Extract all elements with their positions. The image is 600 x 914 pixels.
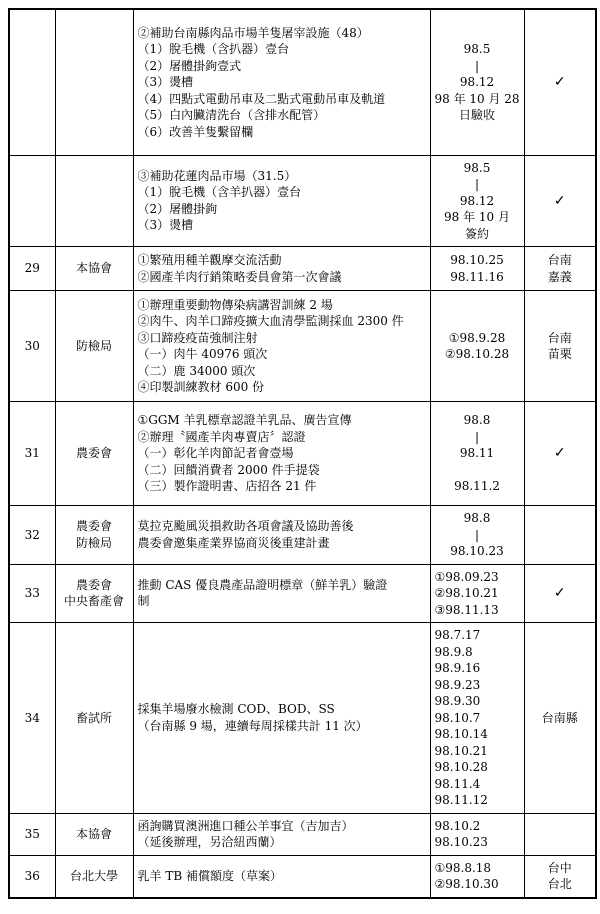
content-line: （3）燙槽 (137, 218, 194, 233)
date-line: 98.11.12 (434, 793, 488, 807)
note-location: 嘉義 (547, 269, 572, 284)
row-number (9, 623, 55, 814)
date-line: 98 年 10 月 (444, 210, 510, 224)
unit-cell (55, 623, 133, 814)
unit-name: 農委會 (75, 577, 112, 592)
note-cell (524, 506, 596, 565)
row-number-text: 30 (24, 338, 40, 353)
content-line: （1）脫毛機（含羊扒器）壹台 (137, 185, 302, 200)
note-location: 台南縣 (541, 710, 578, 725)
content-line: ①繁殖用種羊觀摩交流活動 (137, 253, 282, 267)
date-line: 98.5 (463, 42, 491, 56)
content-line: （三）製作證明書、店招各 21 件 (137, 479, 317, 494)
date-line: ①98.9.28 (448, 330, 506, 345)
row-number (9, 506, 55, 565)
table-row (9, 564, 596, 623)
date-line: 98.9.16 (434, 661, 481, 675)
note-cell (524, 9, 596, 155)
date-cell (430, 813, 524, 855)
date-line: ①98.09.23 (434, 569, 499, 584)
content-line: 莫拉克颱風災損救助各項會議及協助善後 (137, 519, 354, 534)
date-cell (430, 623, 524, 814)
content-line: ②辦理〝國產羊肉專賣店〞認證 (137, 429, 306, 444)
table-row (9, 623, 596, 814)
content-cell (133, 623, 430, 814)
content-line: 乳羊 TB 補償額度（草案） (137, 868, 282, 883)
note-cell (524, 623, 596, 814)
date-line: 98.8 (463, 413, 491, 428)
row-number (9, 247, 55, 291)
date-cell (430, 855, 524, 898)
table-row (9, 506, 596, 565)
date-line: ①98.8.18 (434, 860, 492, 875)
checkmark-icon: ✓ (553, 585, 566, 601)
date-line: 98.10.23 (434, 835, 488, 849)
content-line: 函詢購買澳洲進口種公羊事宜（吉加吉） (137, 818, 354, 833)
date-line: 98.10.23 (450, 544, 504, 558)
content-cell (133, 855, 430, 898)
row-number-text: 33 (24, 586, 40, 600)
unit-name: 防檢局 (75, 535, 112, 550)
content-line: 農委會邀集產業界協商災後重建計畫 (137, 535, 330, 550)
table-row (9, 291, 596, 402)
date-range-separator: | (474, 58, 480, 73)
unit-name: 本協會 (75, 826, 112, 841)
table-row (9, 813, 596, 855)
date-cell (430, 402, 524, 506)
row-number-text: 36 (24, 868, 40, 883)
date-line: 98.5 (463, 160, 491, 175)
content-line: （延後辦理，另洽紐西蘭） (137, 835, 282, 849)
activity-table (8, 8, 597, 899)
row-number-text: 29 (24, 261, 40, 276)
row-number-text: 35 (24, 826, 40, 841)
checkmark-icon: ✓ (553, 192, 566, 209)
table-row (9, 855, 596, 898)
table-row (9, 402, 596, 506)
content-line: ③補助花蓮肉品市場（31.5） (137, 168, 297, 183)
content-line: ③口蹄疫疫苗強制注射 (137, 330, 258, 345)
content-line: （台南縣 9 場，連續每周採樣共計 11 次） (137, 718, 368, 733)
note-location: 台南 (547, 253, 572, 267)
date-cell (430, 291, 524, 402)
date-line: 98.11.4 (434, 776, 481, 791)
row-number-text: 31 (24, 446, 40, 461)
content-line: （一）肉牛 40976 頭次 (137, 347, 268, 361)
table-row (9, 247, 596, 291)
unit-name: 防檢局 (75, 338, 112, 353)
note-location: 台南 (547, 330, 572, 345)
date-line: 98.11.16 (450, 269, 504, 284)
date-line: ②98.10.28 (444, 347, 510, 361)
content-line: （2）屠體掛鉤壹式 (137, 58, 242, 73)
date-line: 98.10.2 (434, 818, 481, 833)
date-cell (430, 247, 524, 291)
content-line: ②補助台南縣肉品市場羊隻屠宰設施（48） (137, 25, 369, 40)
unit-cell (55, 506, 133, 565)
row-number-text: 34 (24, 710, 40, 725)
unit-name: 台北大學 (69, 868, 118, 883)
content-line: ④印製訓練教材 600 份 (137, 380, 265, 394)
date-line: 98.9.30 (434, 694, 481, 708)
unit-cell (55, 155, 133, 247)
content-cell (133, 247, 430, 291)
unit-cell (55, 813, 133, 855)
table-row (9, 9, 596, 155)
unit-name: 農委會 (75, 446, 112, 461)
row-number (9, 155, 55, 247)
unit-cell (55, 855, 133, 898)
row-number (9, 564, 55, 623)
date-line: 98.9.8 (434, 644, 473, 659)
date-cell (430, 155, 524, 247)
unit-name: 中央畜產會 (63, 594, 124, 609)
date-line: 98.11.2 (454, 479, 500, 494)
table-body (9, 9, 596, 898)
unit-cell (55, 564, 133, 623)
date-line: ③98.11.13 (434, 602, 499, 617)
unit-cell (55, 9, 133, 155)
unit-name: 畜試所 (75, 710, 112, 725)
note-cell (524, 155, 596, 247)
date-line: 98.10.25 (450, 253, 504, 267)
date-line: ②98.10.30 (434, 877, 499, 891)
note-cell (524, 291, 596, 402)
content-line: 推動 CAS 優良農產品證明標章（鮮羊乳）驗證 (137, 577, 388, 592)
date-line (435, 462, 520, 479)
note-cell (524, 564, 596, 623)
row-number (9, 855, 55, 898)
date-range-separator: | (474, 429, 480, 444)
date-line: 98.11 (459, 446, 495, 461)
date-line: 98.12 (459, 75, 495, 89)
row-number (9, 402, 55, 506)
row-number (9, 9, 55, 155)
date-line: 98.7.17 (434, 628, 481, 642)
row-number (9, 813, 55, 855)
date-line: 98.10.7 (434, 710, 481, 725)
content-line: ①辦理重要動物傳染病講習訓練 2 場 (137, 297, 333, 312)
note-location: 台中 (547, 860, 572, 875)
date-cell (430, 506, 524, 565)
content-cell (133, 402, 430, 506)
content-cell (133, 564, 430, 623)
content-line: ①GGM 羊乳標章認證羊乳品、廣告宣傳 (137, 413, 352, 428)
date-line: 98 年 10 月 28 (434, 91, 520, 106)
date-cell (430, 9, 524, 155)
row-number (9, 291, 55, 402)
date-range-separator: | (474, 527, 480, 542)
date-line: 簽約 (464, 226, 489, 241)
note-location: 苗栗 (547, 347, 572, 361)
date-line: 98.10.14 (434, 727, 488, 741)
note-cell (524, 813, 596, 855)
content-line: （2）屠體掛鉤 (137, 201, 218, 216)
date-line: ②98.10.21 (434, 586, 499, 600)
table-row (9, 155, 596, 247)
date-line: 98.10.21 (434, 743, 488, 758)
content-cell (133, 506, 430, 565)
date-line: 98.10.28 (434, 760, 488, 774)
date-range-separator: | (474, 177, 480, 191)
content-line: 制 (137, 594, 150, 609)
date-line: 98.8 (463, 511, 491, 525)
unit-cell (55, 291, 133, 402)
date-line: 98.9.23 (434, 677, 481, 692)
content-line: （4）四點式電動吊車及二點式電動吊車及軌道 (137, 91, 386, 106)
note-cell (524, 402, 596, 506)
row-number-text: 32 (24, 527, 40, 542)
unit-cell (55, 402, 133, 506)
checkmark-icon: ✓ (553, 74, 566, 90)
content-cell (133, 9, 430, 155)
content-line: ②國產羊肉行銷策略委員會第一次會議 (137, 269, 342, 284)
content-cell (133, 155, 430, 247)
note-cell (524, 247, 596, 291)
note-cell (524, 855, 596, 898)
date-line: 日驗收 (458, 108, 495, 122)
content-line: ②肉牛、肉羊口蹄疫擴大血清學監測採血 2300 件 (137, 314, 404, 328)
content-line: （3）燙槽 (137, 75, 194, 89)
date-line: 98.12 (459, 193, 495, 208)
note-location: 台北 (547, 877, 572, 891)
content-line: （二）鹿 34000 頭次 (137, 363, 256, 378)
content-line: （1）脫毛機（含扒器）壹台 (137, 42, 290, 56)
content-cell (133, 813, 430, 855)
unit-cell (55, 247, 133, 291)
content-line: 採集羊場廢水檢測 COD、BOD、SS (137, 702, 335, 717)
content-cell (133, 291, 430, 402)
content-line: （二）回饋消費者 2000 件手提袋 (137, 462, 320, 477)
unit-name: 農委會 (75, 519, 112, 534)
checkmark-icon: ✓ (553, 445, 566, 462)
unit-name: 本協會 (75, 261, 112, 276)
date-cell (430, 564, 524, 623)
content-line: （5）白內臟清洗台（含排水配管） (137, 108, 326, 122)
content-line: （一）彰化羊肉節記者會壹場 (137, 446, 294, 461)
content-line: （6）改善羊隻繫留欄 (137, 124, 254, 139)
